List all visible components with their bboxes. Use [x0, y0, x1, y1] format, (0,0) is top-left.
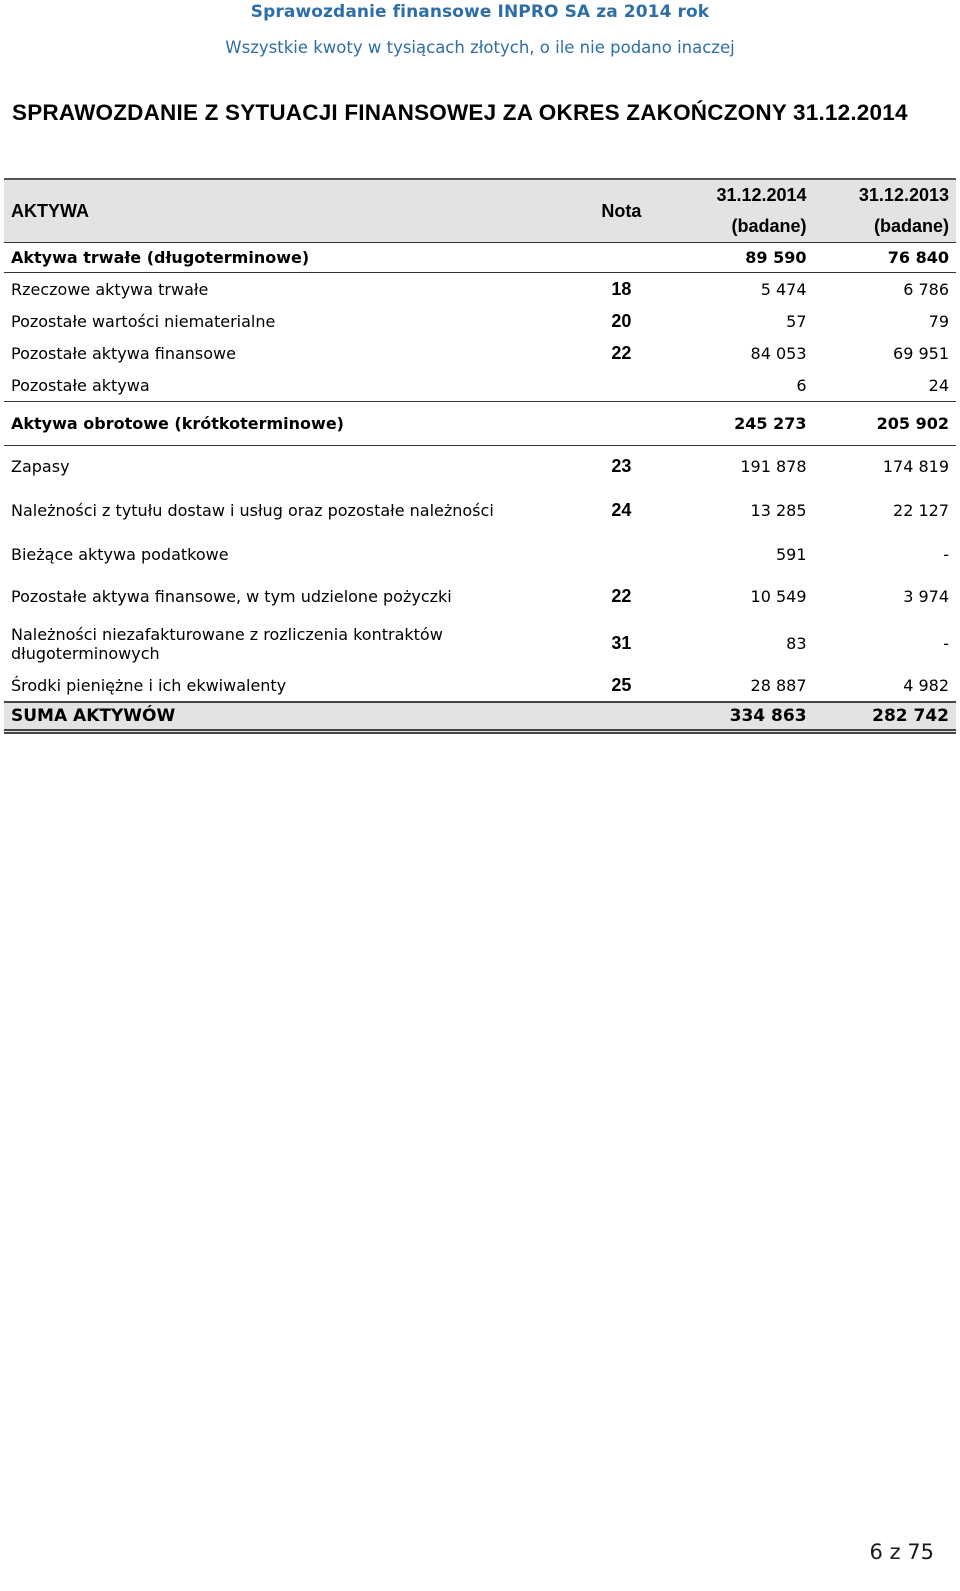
- table-row: [4, 670, 956, 702]
- row-value-2014: 10 549: [750, 587, 807, 606]
- table-row-fixed-assets-total: [4, 243, 956, 273]
- row-nota: 24: [611, 500, 632, 520]
- table-row: [4, 446, 956, 488]
- row-value-2013: -: [943, 545, 949, 564]
- row-value-2014: 57: [786, 311, 807, 331]
- row-label: Środki pieniężne i ich ekwiwalenty: [11, 675, 287, 695]
- total-nota: [577, 702, 666, 732]
- report-header-subtitle: Wszystkie kwoty w tysiącach złotych, o ile nie podano inaczej: [225, 38, 735, 57]
- table-row: [4, 534, 956, 576]
- row-nota: 23: [611, 456, 632, 477]
- table-row-current-assets-total: [4, 402, 956, 446]
- row-value-2014: 245 273: [666, 402, 814, 446]
- table-row: [4, 273, 956, 306]
- row-value-2013: 205 902: [814, 402, 956, 446]
- column-header-nota: Nota: [577, 179, 666, 243]
- row-value-2013: 69 951: [893, 343, 949, 363]
- column-header-2013-date: 31.12.2013: [858, 185, 949, 205]
- row-nota: [577, 370, 666, 402]
- row-label: Bieżące aktywa podatkowe: [11, 545, 229, 564]
- row-label: Pozostałe aktywa: [4, 370, 577, 402]
- row-value-2013: 6 786: [903, 279, 949, 299]
- row-nota: [577, 402, 666, 446]
- row-label: Rzeczowe aktywa trwałe: [11, 279, 209, 299]
- row-value-2013: 3 974: [903, 587, 949, 606]
- row-value-2014: 6: [666, 370, 814, 402]
- balance-sheet-table: [4, 178, 956, 734]
- table-row: [4, 576, 956, 618]
- table-row-total-assets: [4, 702, 956, 732]
- column-header-2013: [814, 179, 956, 243]
- row-label: Należności niezafakturowane z rozliczenia kontraktów długoterminowych: [11, 624, 443, 663]
- report-header-title: Sprawozdanie finansowe INPRO SA za 2014 rok: [250, 2, 710, 22]
- row-value-2014: 84 053: [750, 343, 807, 363]
- row-nota: 25: [611, 674, 632, 695]
- table-row: [4, 618, 956, 670]
- page-number: 6 z 75: [869, 1540, 934, 1564]
- row-value-2014: 191 878: [740, 457, 807, 477]
- row-value-2013: 174 819: [882, 457, 949, 477]
- total-value-2014: 334 863: [666, 702, 814, 732]
- row-value-2014: 28 887: [750, 675, 807, 695]
- table-row: [4, 337, 956, 370]
- table-header-row: [4, 179, 956, 243]
- row-value-2014: 83: [786, 634, 807, 653]
- row-label: Należności z tytułu dostaw i usług oraz pozostałe należności: [11, 501, 494, 520]
- row-label: Zapasy: [11, 457, 70, 477]
- row-value-2014: 591: [775, 545, 807, 564]
- row-value-2013: 79: [928, 311, 949, 331]
- statement-title: SPRAWOZDANIE Z SYTUACJI FINANSOWEJ ZA OKRES ZAKOŃCZONY 31.12.2014: [12, 100, 908, 125]
- row-nota: [577, 243, 666, 273]
- row-value-2014: 5 474: [760, 279, 807, 299]
- row-value-2013: -: [943, 634, 949, 653]
- total-label: SUMA AKTYWÓW: [4, 702, 577, 732]
- table-row: [4, 370, 956, 402]
- column-header-aktywa: AKTYWA: [4, 179, 577, 243]
- column-header-2014-date: 31.12.2014: [716, 185, 807, 205]
- row-label: Pozostałe wartości niematerialne: [11, 311, 276, 331]
- row-value-2013: 24: [814, 370, 956, 402]
- column-header-2014: [666, 179, 814, 243]
- row-label: Pozostałe aktywa finansowe: [11, 343, 236, 363]
- row-label: Aktywa obrotowe (krótkoterminowe): [4, 402, 577, 446]
- table-row: [4, 488, 956, 534]
- row-label: Pozostałe aktywa finansowe, w tym udzielone pożyczki: [11, 587, 452, 606]
- row-value-2014: 89 590: [666, 243, 814, 273]
- column-header-2014-status: (badane): [731, 216, 807, 236]
- row-nota: 20: [611, 310, 632, 331]
- row-nota: [577, 534, 666, 576]
- row-label: Aktywa trwałe (długoterminowe): [4, 243, 577, 273]
- total-value-2013: 282 742: [814, 702, 956, 732]
- row-value-2013: 22 127: [893, 501, 949, 520]
- row-nota: 22: [611, 342, 632, 363]
- row-value-2014: 13 285: [750, 501, 807, 520]
- row-value-2013: 4 982: [903, 675, 949, 695]
- row-nota: 18: [611, 278, 632, 299]
- row-nota: 22: [611, 586, 632, 606]
- table-row: [4, 306, 956, 337]
- row-value-2013: 76 840: [814, 243, 956, 273]
- column-header-2013-status: (badane): [873, 216, 949, 236]
- row-nota: 31: [611, 633, 632, 653]
